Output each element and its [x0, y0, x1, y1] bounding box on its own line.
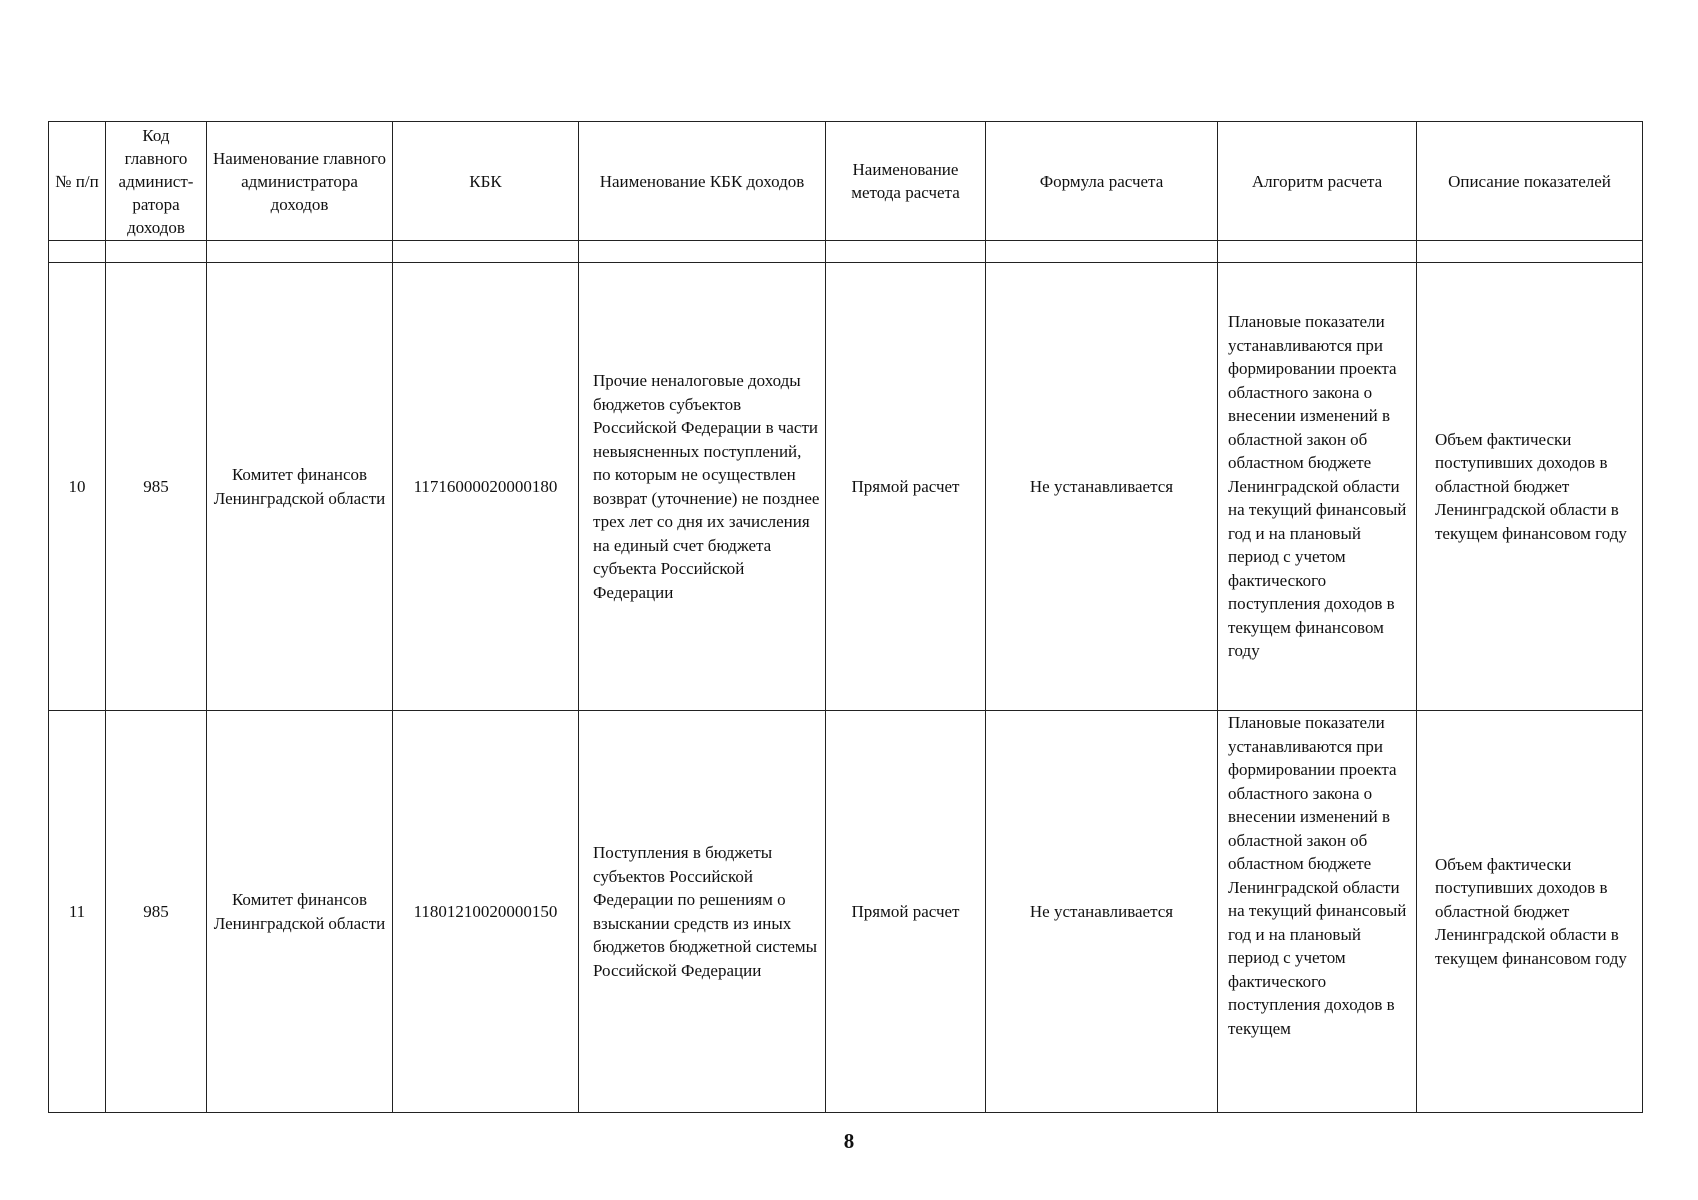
admin-code: 985 [106, 263, 207, 711]
admin-code: 985 [106, 711, 207, 1113]
table-row [49, 263, 1643, 711]
admin-name: Комитет финансов Ленинградской области [207, 263, 393, 711]
header-admin-code: Код главного админист-ратора доходов [106, 122, 207, 241]
header-method: Наименование метода расчета [826, 122, 986, 241]
table-row [49, 711, 1643, 1113]
header-description: Описание показателей [1417, 122, 1643, 241]
table-spacer-row [49, 241, 1643, 263]
calc-formula: Не устанавливается [986, 263, 1218, 711]
header-kbk-name: Наименование КБК доходов [579, 122, 826, 241]
table-header-row [49, 122, 1643, 241]
kbk-name: Поступления в бюджеты субъектов Российской Федерации по решениям о взыскании средств из иных бюджетов бюджетной системы Российской Федерации [579, 711, 826, 1113]
page-number: 8 [843, 1129, 855, 1153]
header-admin-name: Наименование главного администратора доходов [207, 122, 393, 241]
kbk-name: Прочие неналоговые доходы бюджетов субъектов Российской Федерации в части невыясненных поступлений, по которым не осуществлен возврат (уточнение) не позднее трех лет со дня их зачисления на единый счет бюджета субъекта Российской Федерации [579, 263, 826, 711]
calc-method: Прямой расчет [826, 263, 986, 711]
calc-formula: Не устанавливается [986, 711, 1218, 1113]
row-num: 11 [49, 711, 106, 1113]
row-num: 10 [49, 263, 106, 711]
calc-method: Прямой расчет [826, 711, 986, 1113]
kbk-code: 11716000020000180 [393, 263, 579, 711]
kbk-code: 11801210020000150 [393, 711, 579, 1113]
header-kbk: КБК [393, 122, 579, 241]
indicator-description: Объем фактически поступивших доходов в областной бюджет Ленинградской области в текущем финансовом году [1417, 711, 1643, 1113]
header-formula: Формула расчета [986, 122, 1218, 241]
indicator-description: Объем фактически поступивших доходов в областной бюджет Ленинградской области в текущем финансовом году [1417, 263, 1643, 711]
calc-algorithm: Плановые показатели устанавливаются при формировании проекта областного закона о внесении изменений в областной закон об областном бюджете Ленинградской области на текущий финансовый год и на плановый период с учетом фактического поступления доходов в текущем [1218, 711, 1417, 1113]
calc-algorithm: Плановые показатели устанавливаются при формировании проекта областного закона о внесении изменений в областной закон об областном бюджете Ленинградской области на текущий финансовый год и на плановый период с учетом фактического поступления доходов в текущем финансовом году [1218, 263, 1417, 711]
header-num: № п/п [49, 122, 106, 241]
header-algorithm: Алгоритм расчета [1218, 122, 1417, 241]
admin-name: Комитет финансов Ленинградской области [207, 711, 393, 1113]
revenue-methods-table [48, 121, 1643, 1113]
